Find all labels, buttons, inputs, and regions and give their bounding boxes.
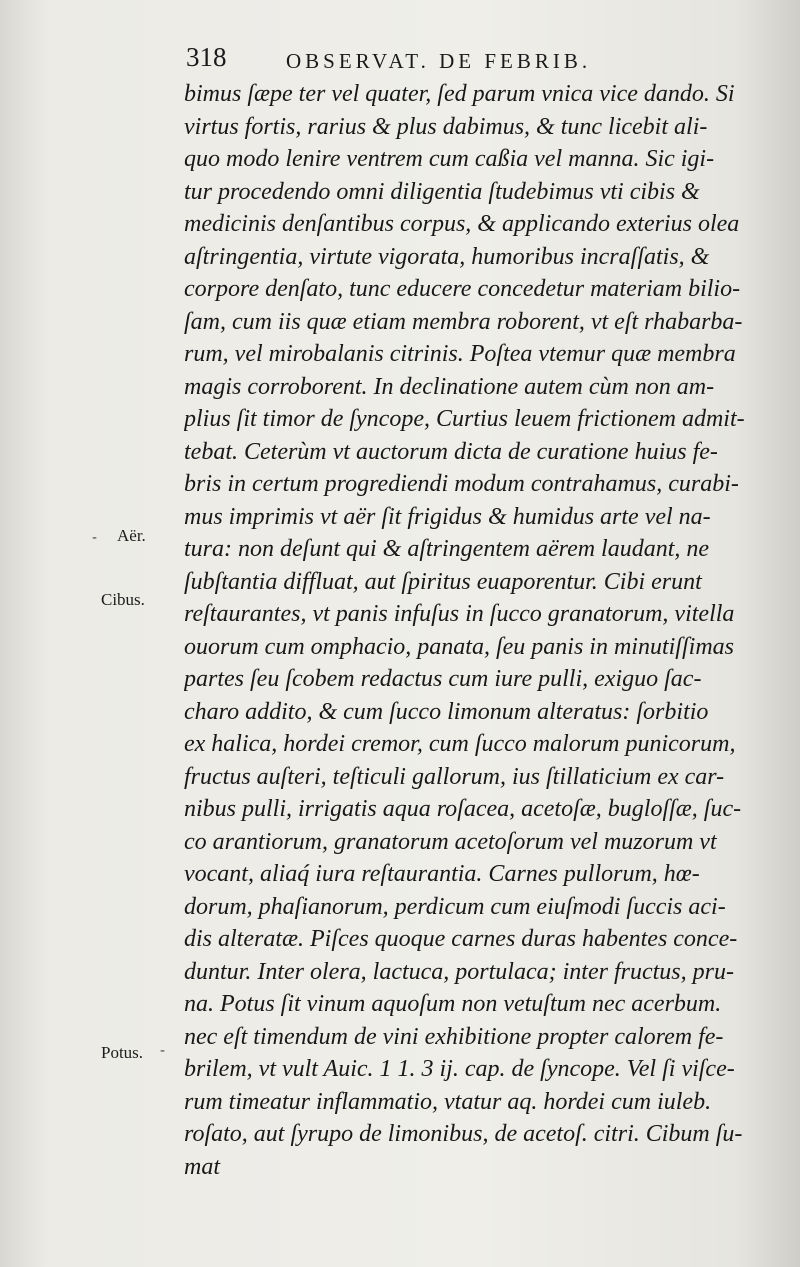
text-line: ſubſtantia diffluat, aut ſpiritus euaporentur. Cibi erunt — [184, 568, 702, 595]
text-line: brilem, vt vult Auic. 1 1. 3 ij. cap. de ſyncope. Vel ſi viſce- — [184, 1056, 735, 1082]
text-line: duntur. Inter olera, lactuca, portulaca; inter fructus, pru- — [184, 958, 734, 985]
page-number: 318 — [186, 42, 227, 72]
text-line: vocant, aliaq́ iura reſtaurantia. Carnes pullorum, hœ- — [184, 861, 700, 887]
margin-note-aer: Aër. — [117, 526, 146, 545]
text-line: virtus fortis, rarius & plus dabimus, & tunc licebit ali- — [184, 113, 708, 140]
body-text — [184, 78, 766, 1183]
text-line: rum timeatur inflammatio, vtatur aq. hordei cum iuleb. — [184, 1088, 712, 1115]
text-line: charo addito, & cum ſucco limonum alteratus: ſorbitio — [184, 698, 709, 725]
running-head: OBSERVAT. DE FEBRIB. — [286, 49, 592, 73]
text-line: magis corroborent. In declinatione autem cùm non am- — [184, 373, 715, 400]
margin-note-cibus: Cibus. — [101, 590, 145, 609]
text-line: ex halica, hordei cremor, cum ſucco malorum punicorum, — [184, 731, 736, 757]
text-line: mus imprimis vt aër ſit frigidus & humidus arte vel na- — [184, 503, 711, 530]
text-line: quo modo lenire ventrem cum caßia vel manna. Sic igi- — [184, 146, 715, 172]
margin-dash-mark: - — [160, 1043, 166, 1059]
text-line: co arantiorum, granatorum acetoſorum vel muzorum vt — [184, 828, 717, 855]
page-header — [180, 40, 760, 76]
text-line: fructus auſteri, teſticuli gallorum, ius ſtillaticium ex car- — [184, 763, 725, 790]
margin-dash-mark: - — [92, 530, 98, 546]
text-line: dis alteratæ. Piſces quoque carnes duras habentes conce- — [184, 926, 738, 952]
text-line: bris in certum progrediendi modum contrahamus, curabi- — [184, 471, 739, 497]
text-line: ouorum cum omphacio, panata, ſeu panis in minutiſſimas — [184, 633, 734, 660]
text-line: aſtringentia, virtute vigorata, humoribus incraſſatis, & — [184, 243, 710, 270]
show-through-text — [40, 330, 150, 398]
text-line: partes ſeu ſcobem redactus cum iure pulli, exiguo ſac- — [184, 666, 702, 692]
text-line: reſtaurantes, vt panis infuſus in ſucco granatorum, vitella — [184, 601, 735, 627]
text-line: na. Potus ſit vinum aquoſum non vetuſtum nec acerbum. — [184, 991, 722, 1017]
text-line: bimus ſæpe ter vel quater, ſed parum vnica vice dando. Si — [184, 81, 735, 107]
text-line: plius ſit timor de ſyncope, Curtius leuem frictionem admit- — [184, 406, 745, 432]
text-line: tur procedendo omni diligentia ſtudebimus vti cibis & — [184, 178, 700, 205]
text-line: tebat. Ceterùm vt auctorum dicta de curatione huius fe- — [184, 438, 718, 465]
margin-note-potus: Potus. — [101, 1043, 144, 1062]
text-line: nibus pulli, irrigatis aqua roſacea, acetoſæ, bugloſſæ, ſuc- — [184, 796, 742, 822]
text-line: tura: non deſunt qui & aſtringentem aërem laudant, ne — [184, 536, 710, 562]
text-line: roſato, aut ſyrupo de limonibus, de acetoſ. citri. Cibum ſu- — [184, 1121, 743, 1147]
text-line: ſam, cum iis quæ etiam membra roborent, vt eſt rhabarba- — [184, 308, 743, 335]
text-line: medicinis denſantibus corpus, & applicando exterius olea — [184, 211, 740, 237]
text-line: dorum, phaſianorum, perdicum cum eiuſmodi ſuccis aci- — [184, 893, 726, 920]
text-line: corpore denſato, tunc educere concedetur materiam bilio- — [184, 276, 741, 302]
text-line: nec eſt timendum de vini exhibitione propter calorem fe- — [184, 1023, 724, 1050]
text-line: rum, vel mirobalanis citrinis. Poſtea vtemur quæ membra — [184, 341, 736, 367]
text-line: mat — [184, 1153, 220, 1180]
